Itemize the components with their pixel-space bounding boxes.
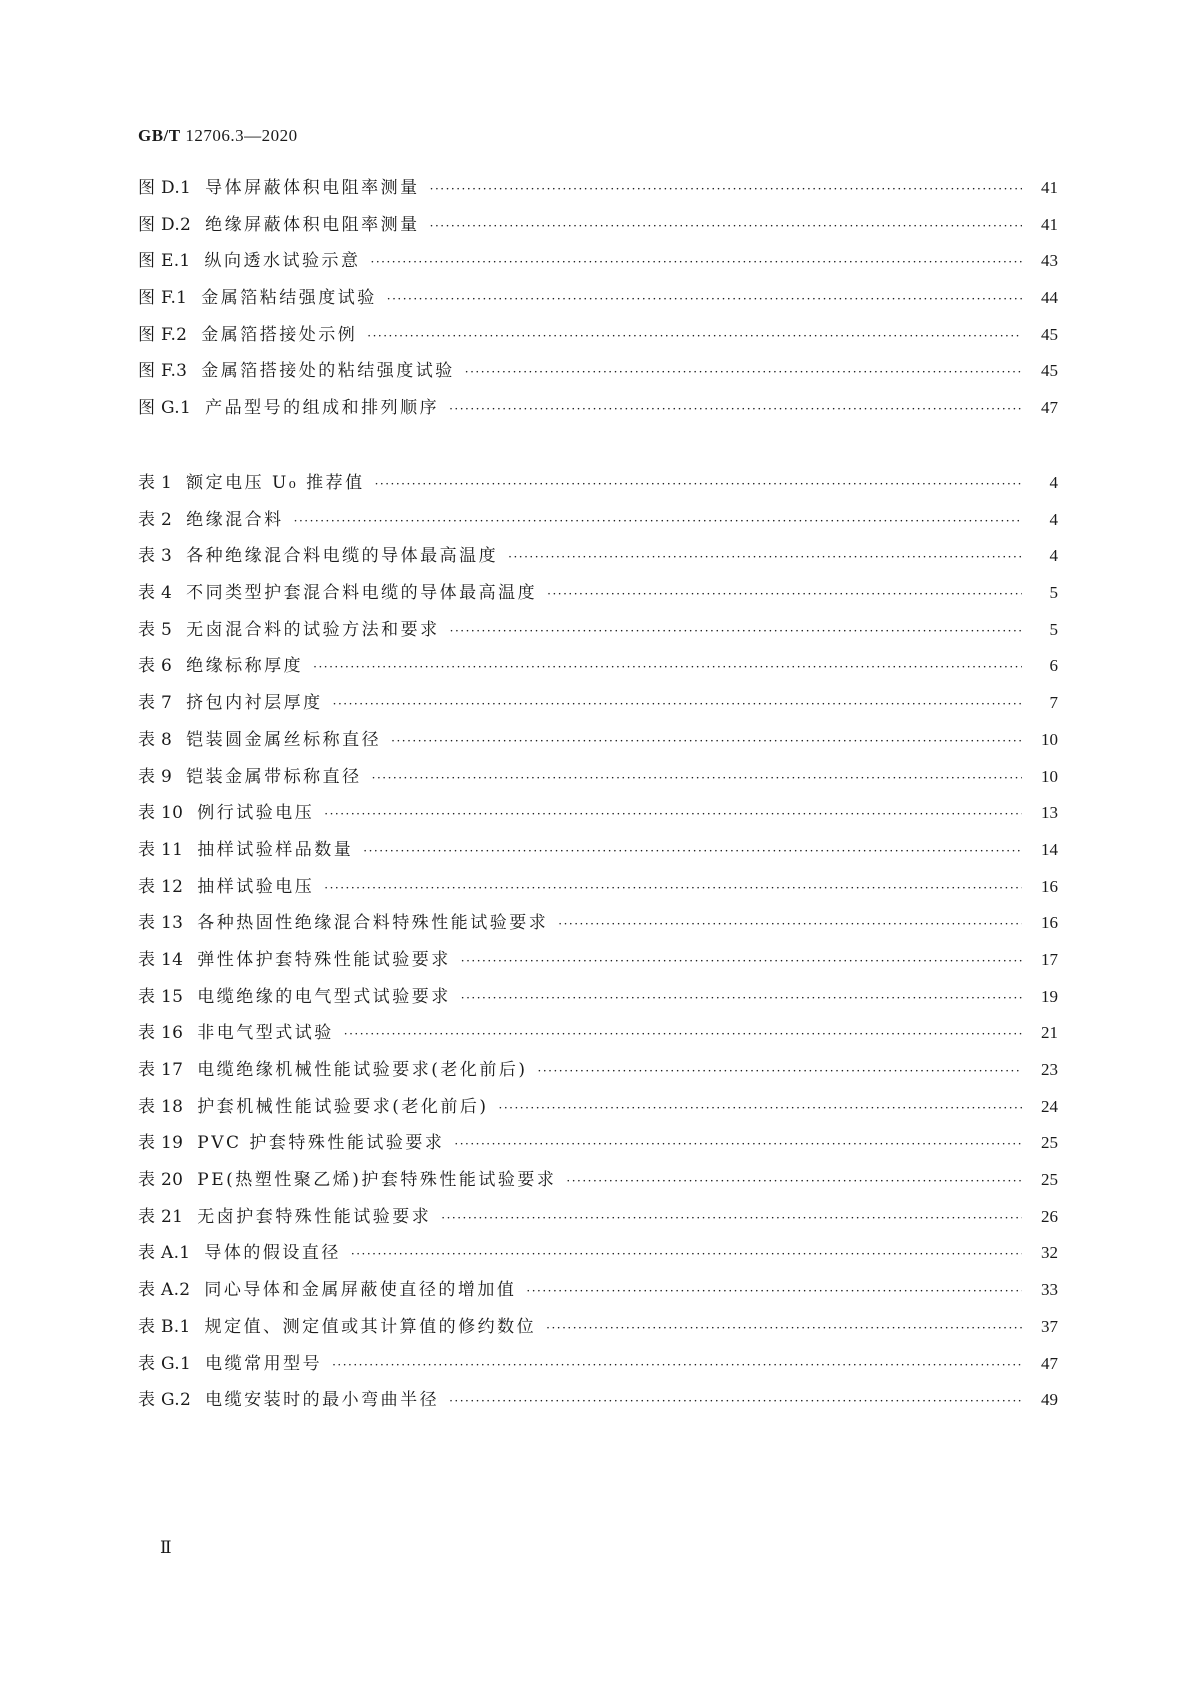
list-of-figures [138,179,1058,436]
entry-title: 抽样试验样品数量 [197,839,354,860]
table-entry[interactable] [138,547,1058,584]
entry-title: 电缆绝缘的电气型式试验要求 [197,986,451,1007]
entry-label: 表 4 [138,583,173,604]
entry-label: 表 1 [138,473,173,493]
entry-page-number: 21 [1041,1023,1058,1043]
entry-title: 金属箔搭接处示例 [201,324,358,345]
dot-leader [441,1212,1022,1224]
entry-title: 绝缘屏蔽体积电阻率测量 [205,214,420,235]
list-of-tables [138,474,1058,1428]
entry-title: 铠装圆金属丝标称直径 [186,729,382,750]
dot-leader [508,551,1022,563]
dot-leader [499,1102,1022,1114]
entry-label: 图 F.1 [138,288,188,309]
entry-title: 铠装金属带标称直径 [186,766,362,787]
entry-title: 弹性体护套特殊性能试验要求 [197,949,451,970]
table-entry[interactable] [138,1244,1058,1281]
entry-label: 表 12 [138,876,184,897]
entry-title: 电缆安装时的最小弯曲半径 [205,1390,440,1411]
entry-page-number: 45 [1041,361,1058,381]
table-entry[interactable] [138,841,1058,878]
dot-leader [449,1395,1022,1407]
entry-page-number: 10 [1041,766,1058,786]
table-entry[interactable] [138,1281,1058,1318]
table-entry[interactable] [138,951,1058,988]
entry-title: 导体的假设直径 [204,1243,341,1264]
entry-page-number: 6 [1049,656,1058,676]
entry-page-number: 32 [1041,1243,1058,1263]
entry-page-number: 14 [1041,839,1058,859]
dot-leader [538,1065,1022,1077]
entry-page-number: 25 [1041,1170,1058,1190]
dot-leader [526,1285,1022,1297]
dot-leader [546,1322,1022,1334]
dot-leader [566,1175,1022,1187]
entry-title: 各种绝缘混合料电缆的导体最高温度 [186,546,499,567]
table-entry[interactable] [138,988,1058,1025]
entry-title: 不同类型护套混合料电缆的导体最高温度 [186,583,538,604]
entry-page-number: 37 [1041,1316,1058,1336]
table-entry[interactable] [138,1024,1058,1061]
dot-leader [465,366,1022,378]
figure-entry[interactable] [138,326,1058,363]
entry-title: 导体屏蔽体积电阻率测量 [205,178,420,198]
entry-page-number: 19 [1041,986,1058,1006]
dot-leader [430,220,1022,232]
entry-title: 规定值、测定值或其计算值的修约数位 [204,1316,537,1337]
entry-label: 表 3 [138,546,173,567]
table-entry[interactable] [138,1061,1058,1098]
entry-label: 表 A.1 [138,1243,191,1264]
entry-title: 绝缘标称厚度 [186,656,304,677]
table-entry[interactable] [138,584,1058,621]
table-entry[interactable] [138,1208,1058,1245]
figure-entry[interactable] [138,399,1058,436]
entry-page-number: 43 [1041,251,1058,271]
entry-page-number: 41 [1041,178,1058,197]
entry-title: 无卤混合料的试验方法和要求 [186,619,440,640]
dot-leader [461,992,1022,1004]
entry-label: 表 G.2 [138,1390,192,1411]
entry-page-number: 4 [1049,473,1058,492]
entry-page-number: 17 [1041,949,1058,969]
entry-title: 同心导体和金属屏蔽使直径的增加值 [204,1280,517,1301]
entry-page-number: 26 [1041,1206,1058,1226]
entry-label: 表 9 [138,766,173,787]
table-entry[interactable] [138,1134,1058,1171]
dot-leader [375,478,1022,490]
entry-title: 非电气型式试验 [197,1023,334,1044]
entry-page-number: 23 [1041,1060,1058,1079]
table-entry[interactable] [138,1355,1058,1392]
dot-leader [547,588,1022,600]
entry-title: 护套机械性能试验要求(老化前后) [197,1096,489,1117]
document-header [138,126,298,146]
table-entry[interactable] [138,804,1058,841]
figure-entry[interactable] [138,362,1058,399]
dot-leader [371,256,1022,268]
entry-page-number: 16 [1041,913,1058,933]
standard-number: 12706.3—2020 [185,126,298,145]
page-number: Ⅱ [160,1538,172,1557]
entry-title: 抽样试验电压 [197,876,315,897]
entry-title: 电缆绝缘机械性能试验要求(老化前后) [197,1060,528,1080]
table-entry[interactable] [138,1171,1058,1208]
figure-entry[interactable] [138,252,1058,289]
table-entry[interactable] [138,731,1058,768]
entry-page-number: 5 [1049,619,1058,639]
dot-leader [313,661,1022,673]
entry-label: 表 11 [138,839,184,860]
dot-leader [332,1359,1022,1371]
entry-title: 金属箔搭接处的粘结强度试验 [201,361,455,382]
entry-label: 图 F.2 [138,324,188,345]
entry-label: 表 16 [138,1023,184,1044]
dot-leader [461,955,1022,967]
entry-page-number: 49 [1041,1390,1058,1410]
entry-title: 产品型号的组成和排列顺序 [205,398,440,419]
entry-page-number: 44 [1041,288,1058,308]
table-entry[interactable] [138,694,1058,731]
table-entry[interactable] [138,768,1058,805]
entry-page-number: 33 [1041,1280,1058,1300]
dot-leader [449,403,1022,415]
dot-leader [324,808,1022,820]
entry-page-number: 47 [1041,1353,1058,1373]
dot-leader [333,698,1022,710]
entry-page-number: 4 [1049,509,1058,529]
entry-title: 绝缘混合料 [186,509,284,530]
entry-label: 表 2 [138,509,173,530]
dot-leader [391,735,1022,747]
entry-title: 纵向透水试验示意 [204,251,361,272]
dot-leader [450,625,1022,637]
entry-label: 表 18 [138,1096,184,1117]
dot-leader [344,1028,1022,1040]
entry-title: PE(热塑性聚乙烯)护套特殊性能试验要求 [197,1170,557,1191]
entry-label: 表 13 [138,913,184,934]
entry-page-number: 24 [1041,1096,1058,1116]
dot-leader [294,515,1022,527]
table-entry[interactable] [138,621,1058,658]
entry-label: 表 5 [138,619,173,640]
entry-label: 表 7 [138,693,173,714]
entry-page-number: 13 [1041,803,1058,823]
table-entry[interactable] [138,474,1058,511]
entry-page-number: 16 [1041,876,1058,896]
entry-title: 挤包内衬层厚度 [186,693,323,714]
entry-page-number: 7 [1049,693,1058,713]
entry-label: 表 B.1 [138,1316,191,1337]
entry-label: 表 10 [138,803,184,824]
entry-page-number: 10 [1041,729,1058,749]
dot-leader [351,1248,1022,1260]
entry-label: 图 G.1 [138,398,192,419]
table-entry[interactable] [138,1098,1058,1135]
entry-title: 额定电压 U₀ 推荐值 [186,473,365,493]
entry-label: 图 D.1 [138,178,192,198]
entry-title: 无卤护套特殊性能试验要求 [197,1206,432,1227]
entry-label: 表 A.2 [138,1280,191,1301]
entry-title: 各种热固性绝缘混合料特殊性能试验要求 [197,913,549,934]
table-entry[interactable] [138,657,1058,694]
entry-label: 表 21 [138,1206,184,1227]
dot-leader [367,330,1022,342]
dot-leader [372,772,1022,784]
entry-page-number: 5 [1049,583,1058,603]
entry-label: 表 19 [138,1133,184,1154]
table-entry[interactable] [138,1391,1058,1428]
entry-label: 表 8 [138,729,173,750]
table-entry[interactable] [138,878,1058,915]
table-entry[interactable] [138,511,1058,548]
dot-leader [387,293,1022,305]
entry-title: 例行试验电压 [197,803,315,824]
dot-leader [430,183,1022,195]
entry-label: 表 15 [138,986,184,1007]
standard-prefix: GB/T [138,126,181,145]
table-entry[interactable] [138,1318,1058,1355]
entry-label: 图 F.3 [138,361,188,382]
entry-label: 表 14 [138,949,184,970]
entry-page-number: 47 [1041,398,1058,418]
entry-page-number: 41 [1041,214,1058,234]
table-entry[interactable] [138,914,1058,951]
entry-label: 表 G.1 [138,1353,192,1374]
entry-page-number: 25 [1041,1133,1058,1153]
entry-label: 图 D.2 [138,214,192,235]
dot-leader [558,918,1022,930]
entry-title: 电缆常用型号 [205,1353,323,1374]
entry-label: 图 E.1 [138,251,191,272]
dot-leader [454,1138,1022,1150]
entry-page-number: 4 [1049,546,1058,566]
figure-entry[interactable] [138,216,1058,253]
entry-title: 金属箔粘结强度试验 [201,288,377,309]
entry-title: PVC 护套特殊性能试验要求 [197,1133,445,1154]
dot-leader [324,882,1022,894]
entry-label: 表 20 [138,1170,184,1191]
entry-page-number: 45 [1041,324,1058,344]
figure-entry[interactable] [138,179,1058,216]
figure-entry[interactable] [138,289,1058,326]
dot-leader [363,845,1022,857]
entry-label: 表 6 [138,656,173,677]
entry-label: 表 17 [138,1060,184,1080]
